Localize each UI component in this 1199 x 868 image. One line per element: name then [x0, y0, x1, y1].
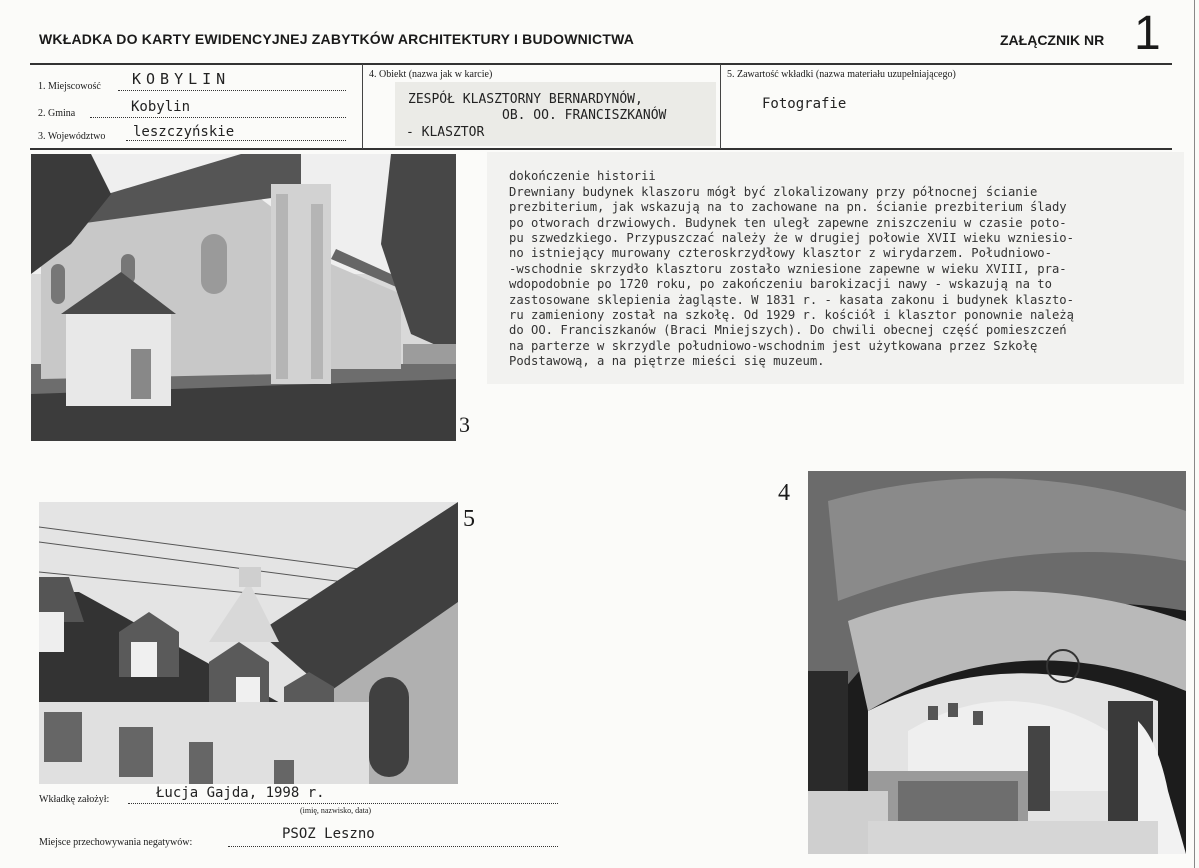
history-line: ru zamieniony został na szkołę. Od 1929 r. kościół i klasztor ponownie należą	[509, 308, 1074, 323]
history-line: Podstawową, a na piętrze mieści się muzeum.	[509, 354, 825, 369]
zawartosc-label: 5. Zawartość wkładki (nazwa materiału uzupełniającego)	[727, 69, 956, 80]
photo-4-vaulted-interior	[808, 471, 1186, 854]
history-line: do OO. Franciszkanów (Braci Mniejszych). Do chwili obecnej część pomieszczeń	[509, 323, 1067, 338]
history-line: zastosowane sklepienia żagląste. W 1831 r. - kasata zakonu i budynek klaszto-	[509, 292, 1074, 307]
miejscowosc-label: 1. Miejscowość	[38, 81, 101, 92]
gmina-dots	[90, 117, 346, 118]
field-divider-2	[720, 64, 721, 149]
history-line: no istniejący murowany czteroskrzydłowy klasztor z wirydarzem. Południowo-	[509, 246, 1052, 261]
obiekt-line-2: OB. OO. FRANCISZKANÓW	[502, 108, 667, 123]
obiekt-label: 4. Obiekt (nazwa jak w karcie)	[369, 69, 493, 80]
obiekt-line-3: - KLASZTOR	[406, 125, 485, 140]
miejscowosc-value: KOBYLIN	[132, 70, 231, 88]
fields-bottom-rule	[30, 148, 1172, 150]
wojewodztwo-label: 3. Województwo	[38, 131, 106, 142]
history-line: pu szwedzkiego. Przypuszczać należy że w drugiej połowie XVII wieku wzniesio-	[509, 231, 1074, 246]
zalozyl-hint: (imię, nazwisko, data)	[300, 806, 372, 815]
history-line: Drewniany budynek klaszoru mógł być zlokalizowany przy północnej ścianie	[509, 184, 1038, 199]
photo-4-number: 4	[778, 480, 790, 506]
photo-5-number: 5	[463, 506, 475, 532]
gmina-value: Kobylin	[131, 99, 191, 115]
miejscowosc-dots	[118, 90, 346, 91]
history-line: prezbiterium, jak wskazują na to zachowane na pn. ścianie prezbiterium ślady	[509, 200, 1067, 215]
photo-3-church-exterior	[31, 154, 456, 441]
field-divider-1	[362, 64, 363, 149]
photo-5-monastery-roof	[39, 502, 458, 784]
wojewodztwo-value: leszczyńskie	[133, 124, 235, 140]
history-text	[509, 154, 1074, 385]
history-line: po otworach drzwiowych. Budynek ten uległ zapewne zniszczeniu w czasie poto-	[509, 215, 1067, 230]
attachment-number: 1	[1134, 7, 1161, 60]
obiekt-line-1: ZESPÓŁ KLASZTORNY BERNARDYNÓW,	[408, 92, 643, 107]
history-line: -wschodnie skrzydło klasztoru zostało wzniesione zapewne w wieku XVIII, pra-	[509, 261, 1067, 276]
form-title: WKŁADKA DO KARTY EWIDENCYJNEJ ZABYTKÓW ARCHITEKTURY I BUDOWNICTWA	[39, 31, 635, 47]
history-line: wdopodobnie po 1720 roku, po zakończeniu barokizacji nawy - wskazują na to	[509, 277, 1052, 292]
photo-3-number: 3	[459, 412, 470, 437]
wojewodztwo-dots	[126, 140, 346, 141]
attachment-label: ZAŁĄCZNIK NR	[1000, 32, 1105, 48]
header-rule	[30, 63, 1172, 65]
page-right-edge	[1194, 0, 1195, 868]
negatywy-value: PSOZ Leszno	[282, 826, 375, 842]
zalozyl-label: Wkładkę założył:	[39, 794, 110, 805]
negatywy-label: Miejsce przechowywania negatywów:	[39, 837, 193, 848]
gmina-label: 2. Gmina	[38, 108, 76, 119]
zalozyl-value: Łucja Gajda, 1998 r.	[156, 785, 325, 801]
zawartosc-value: Fotografie	[762, 96, 847, 112]
zalozyl-dots	[128, 803, 558, 804]
negatywy-dots	[228, 846, 558, 847]
history-line: dokończenie historii	[509, 169, 656, 184]
history-line: na parterze w skrzydle południowo-wschodnim jest użytkowana przez Szkołę	[509, 338, 1038, 353]
